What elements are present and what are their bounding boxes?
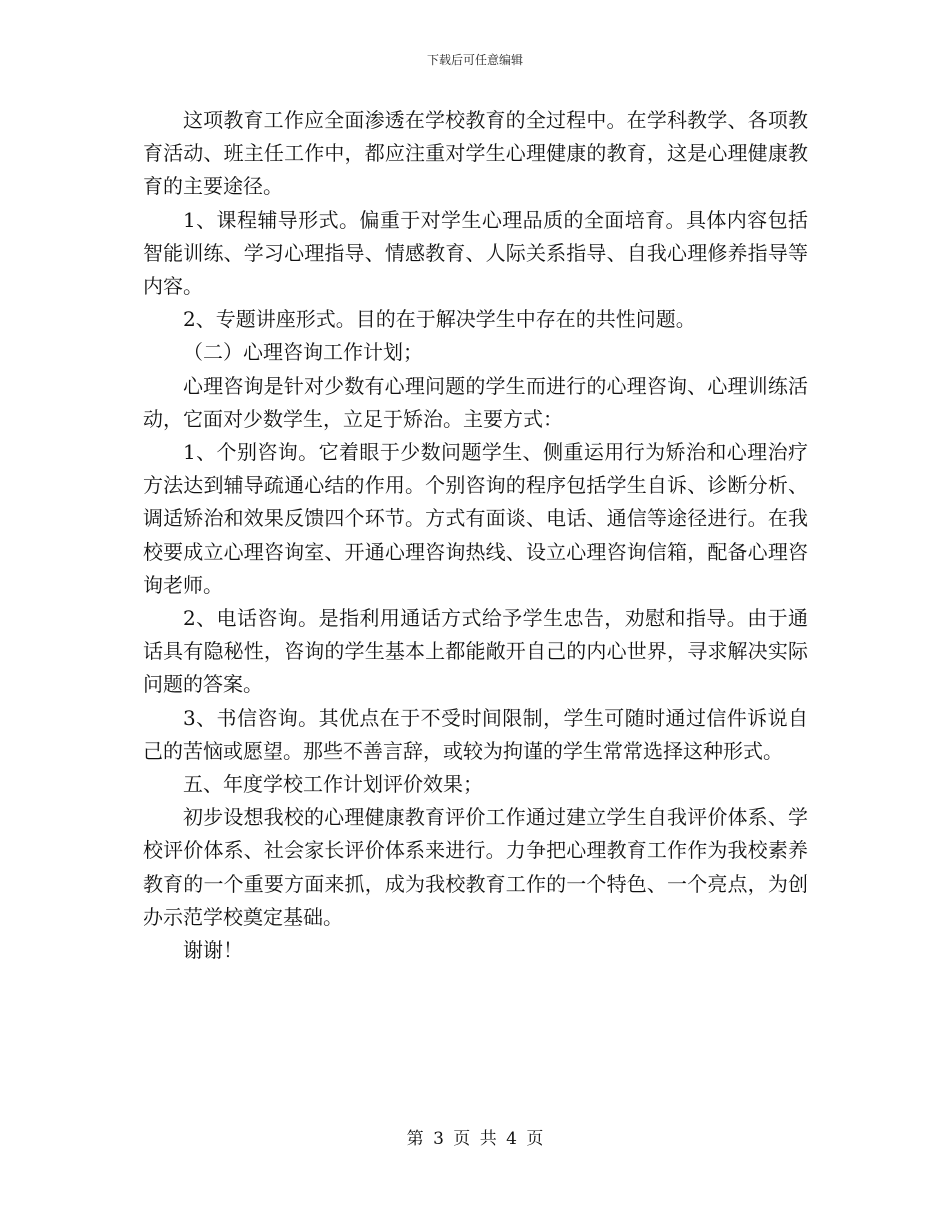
page-number-footer: 第 3 页 共 4 页 bbox=[406, 1129, 544, 1149]
document-body bbox=[143, 104, 808, 967]
paragraph: 初步设想我校的心理健康教育评价工作通过建立学生自我评价体系、学校评价体系、社会家长评价体系来进行。力争把心理教育工作作为我校素养教育的一个重要方面来抓，成为我校教育工作的一个特色、一个亮点，为创办示范学校奠定基础。 bbox=[143, 805, 808, 929]
paragraph: 1、个别咨询。它着眼于少数问题学生、侧重运用行为矫治和心理治疗方法达到辅导疏通心结的作用。个别咨询的程序包括学生自诉、诊断分析、调适矫治和效果反馈四个环节。方式有面谈、电话、通信等途径进行。在我校要成立心理咨询室、开通心理咨询热线、设立心理咨询信箱，配备心理咨询老师。 bbox=[143, 440, 808, 597]
paragraph: 3、书信咨询。其优点在于不受时间限制，学生可随时通过信件诉说自己的苦恼或愿望。那些不善言辞，或较为拘谨的学生常常选择这种形式。 bbox=[143, 705, 808, 763]
paragraph: 1、课程辅导形式。偏重于对学生心理品质的全面培育。具体内容包括智能训练、学习心理指导、情感教育、人际关系指导、自我心理修养指导等内容。 bbox=[143, 207, 808, 299]
page-header: 下载后可任意编辑 bbox=[426, 53, 523, 67]
paragraph: 这项教育工作应全面渗透在学校教育的全过程中。在学科教学、各项教育活动、班主任工作中，都应注重对学生心理健康的教育，这是心理健康教育的主要途径。 bbox=[143, 108, 808, 199]
paragraph: 2、电话咨询。是指利用通话方式给予学生忠告，劝慰和指导。由于通话具有隐秘性，咨询的学生基本上都能敞开自己的内心世界，寻求解决实际问题的答案。 bbox=[143, 606, 808, 697]
paragraph: 心理咨询是针对少数有心理问题的学生而进行的心理咨询、心理训练活动，它面对少数学生，立足于矫治。主要方式： bbox=[143, 373, 808, 431]
closing-line: 谢谢！ bbox=[183, 938, 243, 963]
paragraph: 2、专题讲座形式。目的在于解决学生中存在的共性问题。 bbox=[183, 307, 696, 332]
section-heading: 五、年度学校工作计划评价效果； bbox=[183, 772, 483, 797]
section-heading: （二）心理咨询工作计划； bbox=[183, 340, 423, 365]
